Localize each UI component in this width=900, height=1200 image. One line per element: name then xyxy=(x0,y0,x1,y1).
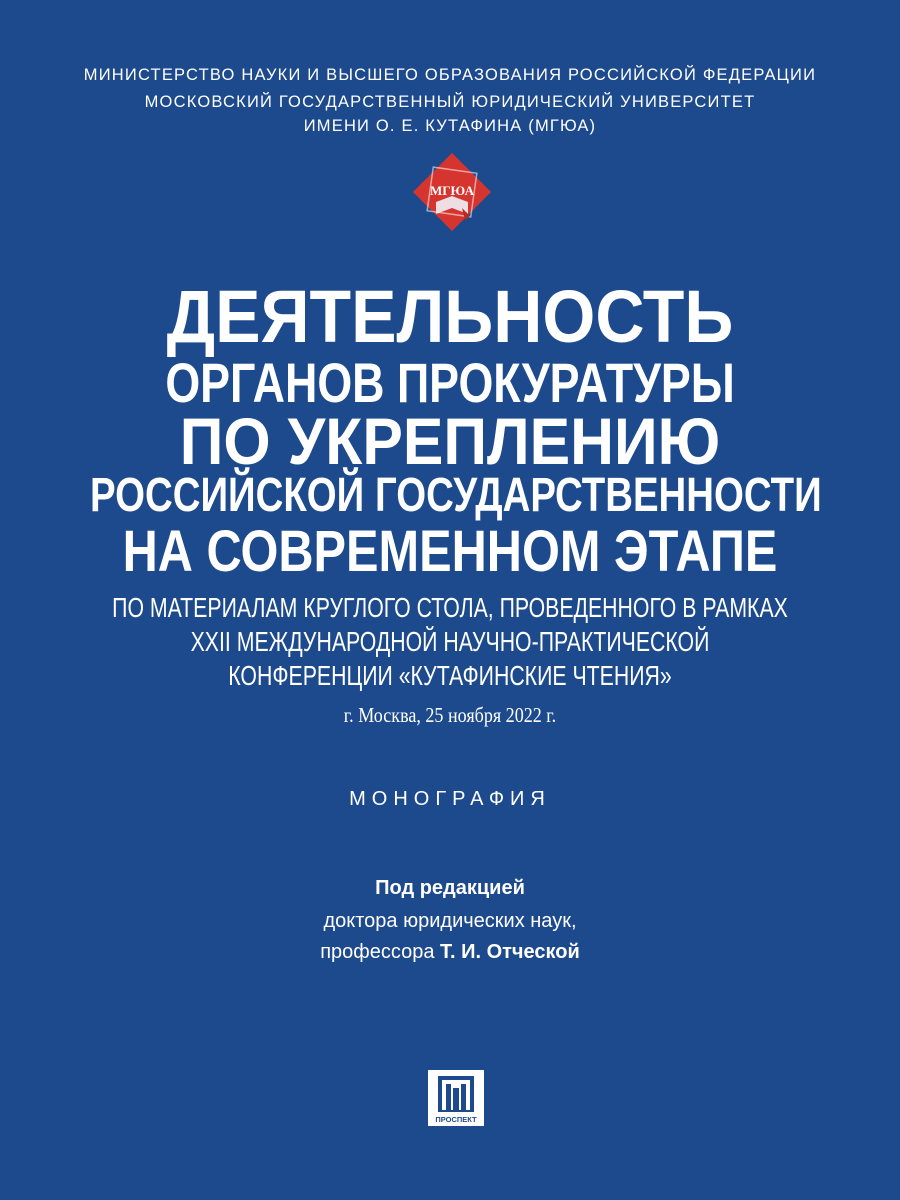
publisher-name: ПРОСПЕКТ xyxy=(435,1115,477,1124)
publisher-logo-pillar-right xyxy=(461,1084,466,1110)
editor-title-prefix: профессора xyxy=(320,941,435,963)
prospekt-logo-icon xyxy=(428,1070,484,1126)
publisher-logo-pillar-center xyxy=(453,1088,459,1110)
ministry-line: МИНИСТЕРСТВО НАУКИ И ВЫСШЕГО ОБРАЗОВАНИЯ РОССИЙСКОЙ ФЕДЕРАЦИИ xyxy=(83,66,817,84)
publisher-logo-pillar-left xyxy=(446,1084,451,1110)
editor-degree: доктора юридических наук, xyxy=(323,910,577,932)
editor-label: Под редакцией xyxy=(375,877,525,899)
title-line-5: НА СОВРЕМЕННОМ ЭТАПЕ xyxy=(122,519,778,584)
subtitle-line-1: ПО МАТЕРИАЛАМ КРУГЛОГО СТОЛА, ПРОВЕДЕННОГО В РАМКАХ xyxy=(112,592,788,623)
mgua-emblem-icon xyxy=(410,150,494,234)
university-line-1: МОСКОВСКИЙ ГОСУДАРСТВЕННЫЙ ЮРИДИЧЕСКИЙ УНИВЕРСИТЕТ xyxy=(144,93,756,111)
event-date: г. Москва, 25 ноября 2022 г. xyxy=(343,703,557,727)
editor-name-line xyxy=(0,941,900,964)
logo-text: МГЮА xyxy=(429,183,475,198)
title-line-3: ПО УКРЕПЛЕНИЮ xyxy=(179,404,721,478)
subtitle-line-2: XXII МЕЖДУНАРОДНОЙ НАУЧНО-ПРАКТИЧЕСКОЙ xyxy=(190,626,710,657)
title-line-1: ДЕЯТЕЛЬНОСТЬ xyxy=(166,275,734,358)
genre-label: МОНОГРАФИЯ xyxy=(349,788,551,810)
subtitle-line-3: КОНФЕРЕНЦИИ «КУТАФИНСКИЕ ЧТЕНИЯ» xyxy=(228,660,672,691)
editor-name: Т. И. Отческой xyxy=(440,941,580,963)
university-line-2: ИМЕНИ О. Е. КУТАФИНА (МГЮА) xyxy=(303,117,597,135)
title-line-4: РОССИЙСКОЙ ГОСУДАРСТВЕННОСТИ xyxy=(90,469,822,522)
title-line-2: ОРГАНОВ ПРОКУРАТУРЫ xyxy=(165,351,735,414)
